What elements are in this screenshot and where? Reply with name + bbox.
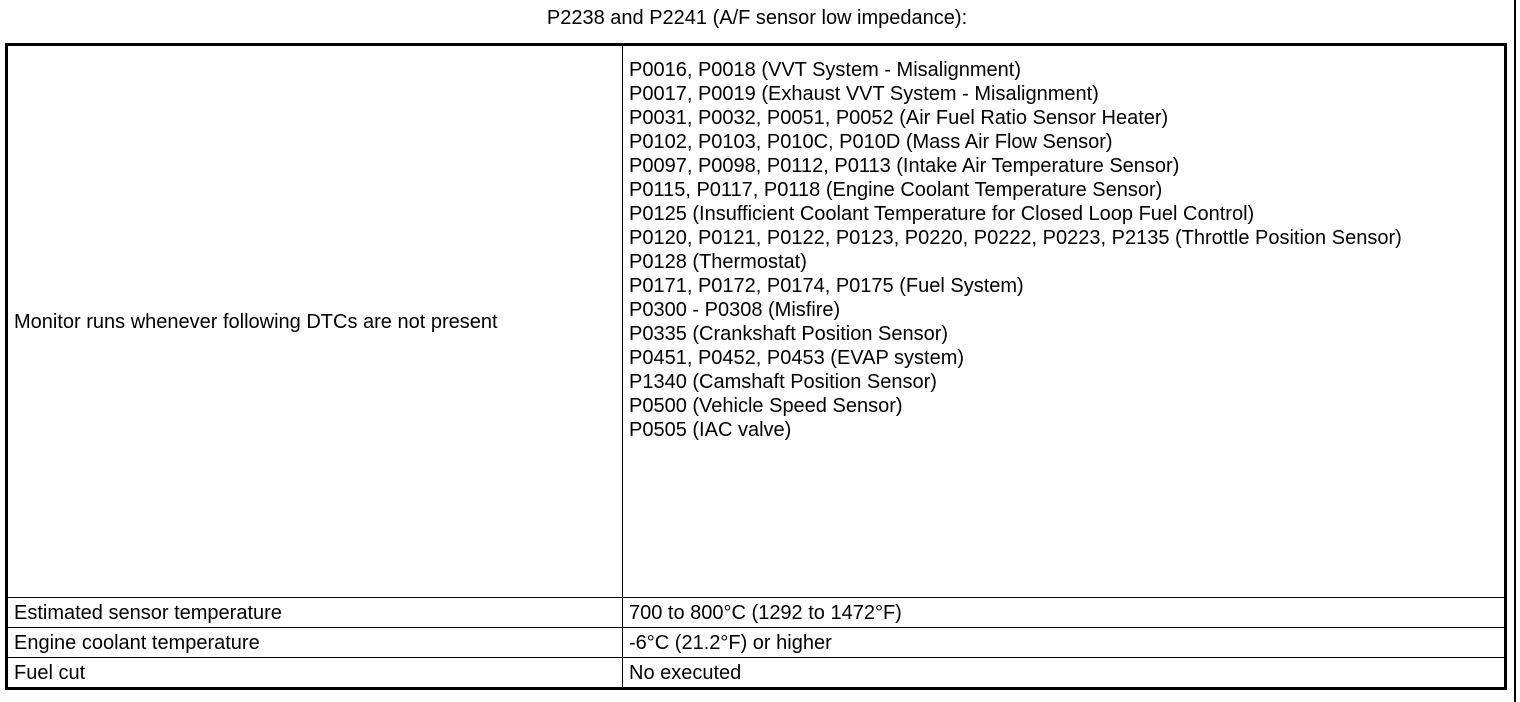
- table-row: [7, 45, 1506, 598]
- condition-value: No executed: [623, 658, 1506, 689]
- document-title: P2238 and P2241 (A/F sensor low impedance):: [546, 7, 968, 29]
- condition-label: Monitor runs whenever following DTCs are not present: [7, 45, 623, 598]
- dtc-list-cell: [623, 45, 1506, 598]
- dtc-list-item: P0505 (IAC valve): [629, 419, 792, 441]
- dtc-list-item: P0500 (Vehicle Speed Sensor): [629, 395, 903, 417]
- dtc-list-item: P1340 (Camshaft Position Sensor): [629, 371, 937, 393]
- dtc-list-item: P0017, P0019 (Exhaust VVT System - Misalignment): [629, 83, 1099, 105]
- condition-label: Engine coolant temperature: [7, 628, 623, 658]
- condition-label: Fuel cut: [7, 658, 623, 689]
- dtc-list-item: P0097, P0098, P0112, P0113 (Intake Air Temperature Sensor): [629, 155, 1180, 177]
- table-row: [7, 628, 1506, 658]
- table-row: [7, 658, 1506, 689]
- condition-value: -6°C (21.2°F) or higher: [623, 628, 1506, 658]
- table-row: [7, 598, 1506, 628]
- dtc-list-item: P0102, P0103, P010C, P010D (Mass Air Flow Sensor): [629, 131, 1113, 153]
- dtc-list-item: P0335 (Crankshaft Position Sensor): [629, 323, 949, 345]
- monitor-conditions-table: [5, 43, 1507, 690]
- dtc-list-item: P0171, P0172, P0174, P0175 (Fuel System): [629, 275, 1024, 297]
- dtc-list-item: P0300 - P0308 (Misfire): [629, 299, 841, 321]
- page-edge-line: [1514, 0, 1516, 702]
- dtc-list-item: P0451, P0452, P0453 (EVAP system): [629, 347, 965, 369]
- condition-label: Estimated sensor temperature: [7, 598, 623, 628]
- dtc-list-item: P0031, P0032, P0051, P0052 (Air Fuel Ratio Sensor Heater): [629, 107, 1169, 129]
- dtc-list-item: P0115, P0117, P0118 (Engine Coolant Temperature Sensor): [629, 179, 1163, 201]
- dtc-list-item: P0120, P0121, P0122, P0123, P0220, P0222, P0223, P2135 (Throttle Position Sensor): [629, 227, 1402, 249]
- condition-value: 700 to 800°C (1292 to 1472°F): [623, 598, 1506, 628]
- dtc-list-item: P0125 (Insufficient Coolant Temperature for Closed Loop Fuel Control): [629, 203, 1255, 225]
- dtc-list-item: P0016, P0018 (VVT System - Misalignment): [629, 59, 1022, 81]
- dtc-list-item: P0128 (Thermostat): [629, 251, 807, 273]
